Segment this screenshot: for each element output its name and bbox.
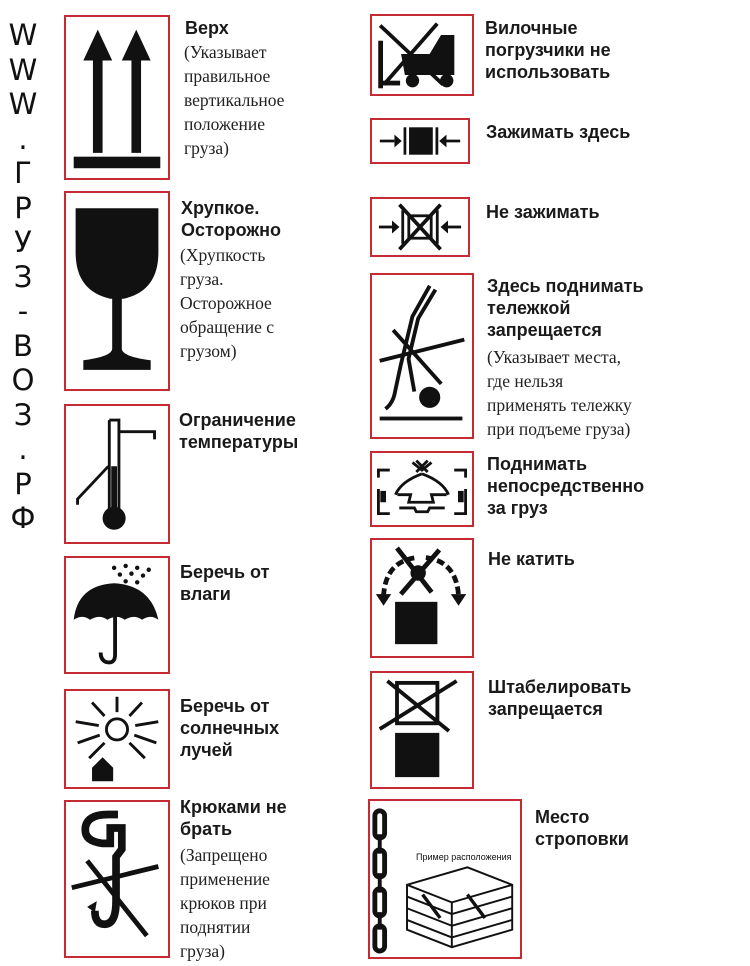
this-way-up-icon bbox=[64, 15, 170, 180]
label-umbrella: Беречь от влаги bbox=[180, 562, 270, 604]
no-forklift-icon bbox=[370, 14, 474, 96]
site-char: В bbox=[13, 328, 33, 363]
site-char: W bbox=[8, 52, 38, 87]
site-char: З bbox=[13, 259, 33, 294]
site-char: W bbox=[8, 87, 38, 121]
sling-inset-caption: Пример расположения bbox=[416, 852, 512, 862]
label-temperature: Ограничение температуры bbox=[179, 410, 299, 452]
label-sling-here: Место строповки bbox=[535, 807, 629, 849]
label-fragile: Хрупкое. Осторожно bbox=[181, 198, 281, 240]
label-no-stacking: Штабелировать запрещается bbox=[488, 677, 632, 719]
desc-fragile: (Хрупкость груза. Осторожное обращение с грузом) bbox=[180, 245, 275, 361]
site-char: . bbox=[18, 121, 28, 156]
thermometer-icon bbox=[64, 404, 170, 544]
site-char: Ф bbox=[10, 501, 36, 535]
desc-no-hand-truck: (Указывает места, где нельзя применять тележку при подъеме груза) bbox=[487, 347, 632, 439]
no-rolling-icon bbox=[370, 538, 474, 658]
site-char: - bbox=[17, 294, 29, 328]
site-char: Р bbox=[14, 466, 32, 501]
clamp-here-icon bbox=[370, 118, 470, 164]
no-hand-truck-icon bbox=[370, 273, 474, 439]
site-char: О bbox=[11, 363, 35, 397]
site-char: У bbox=[14, 225, 32, 259]
site-char: . bbox=[18, 432, 28, 466]
umbrella-icon bbox=[64, 556, 170, 674]
no-hooks-icon bbox=[64, 800, 170, 958]
label-sunlight: Беречь от солнечных лучей bbox=[180, 696, 280, 760]
label-no-hooks: Крюками не брать bbox=[180, 797, 287, 839]
no-clamp-icon bbox=[370, 197, 470, 257]
desc-no-hooks: (Запрещено применение крюков при поднятии груза) bbox=[180, 845, 270, 961]
label-this-way-up: Верх bbox=[185, 18, 229, 38]
lift-by-load-icon bbox=[370, 451, 474, 527]
site-char: Р bbox=[14, 190, 32, 225]
label-no-forklift: Вилочные погрузчики не использовать bbox=[485, 18, 611, 82]
site-char: Г bbox=[14, 156, 32, 190]
label-no-rolling: Не катить bbox=[488, 549, 575, 569]
label-no-clamp: Не зажимать bbox=[486, 202, 600, 222]
no-stacking-icon bbox=[370, 671, 474, 789]
desc-this-way-up: (Указывает правильное вертикальное положение груза) bbox=[184, 42, 285, 158]
label-clamp-here: Зажимать здесь bbox=[486, 122, 631, 142]
fragile-glass-icon bbox=[64, 191, 170, 391]
label-no-hand-truck: Здесь поднимать тележкой запрещается bbox=[487, 276, 644, 340]
sun-icon bbox=[64, 689, 170, 789]
sling-chain-icon bbox=[368, 799, 522, 959]
vertical-site-text bbox=[6, 18, 40, 536]
site-char: З bbox=[13, 397, 33, 432]
label-lift-by-load: Поднимать непосредственно за груз bbox=[487, 454, 645, 518]
site-char: W bbox=[8, 18, 38, 52]
